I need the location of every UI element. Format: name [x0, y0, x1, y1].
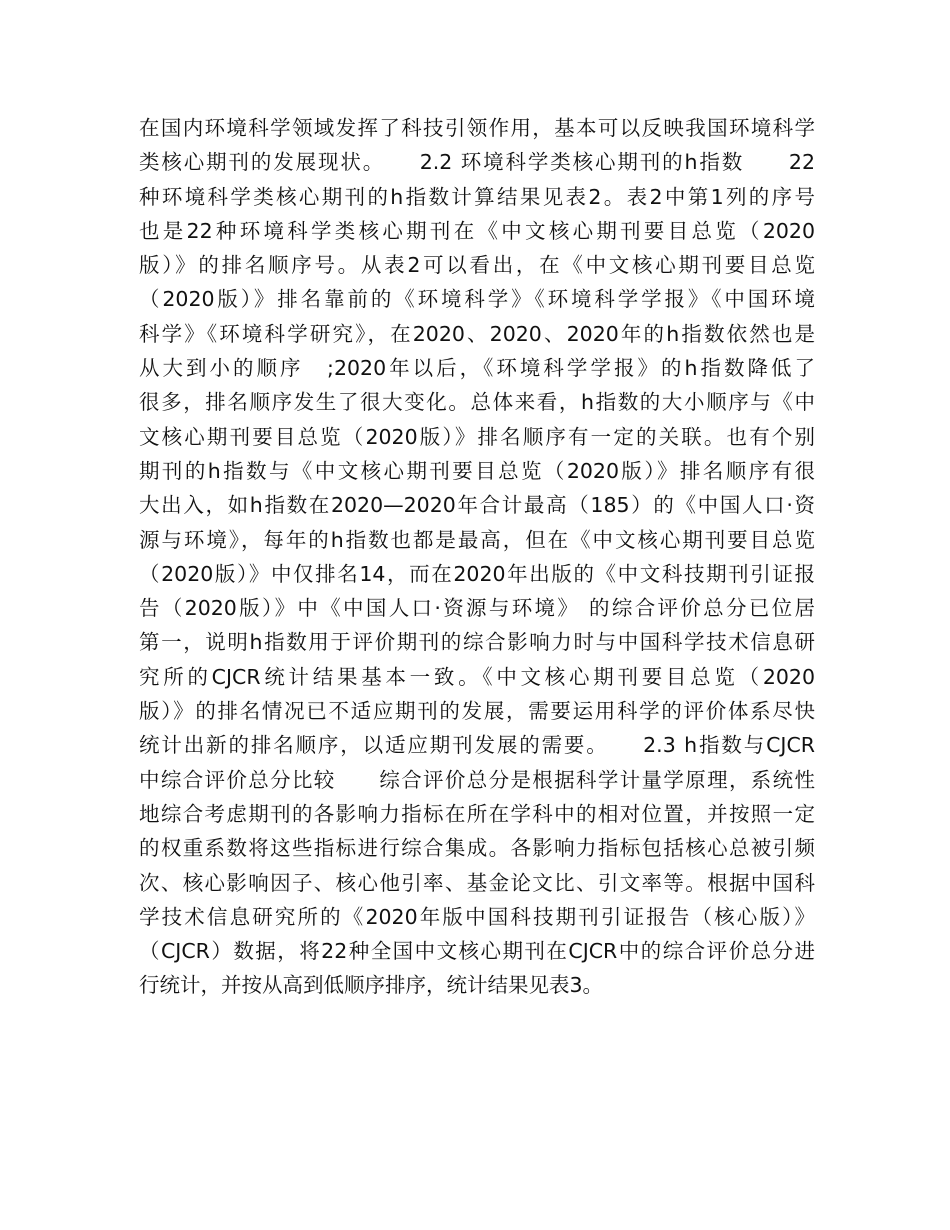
text-line: 也是22种环境科学类核心期刊在《中文核心期刊要目总览（2020 — [139, 218, 815, 243]
text-line: 很多，排名顺序发生了很大变化。总体来看，h指数的大小顺序与《中 — [139, 390, 815, 415]
text-line: 第一，说明h指数用于评价期刊的综合影响力时与中国科学技术信息研 — [139, 630, 815, 655]
text-line: 种环境科学类核心期刊的h指数计算结果见表2。表2中第1列的序号 — [139, 184, 815, 209]
text-line: 源与环境》，每年的h指数也都是最高，但在《中文核心期刊要目总览 — [139, 527, 815, 552]
text-line: 行统计，并按从高到低顺序排序，统计结果见表3。 — [139, 973, 604, 998]
text-line: 统计出新的排名顺序，以适应期刊发展的需要。 2.3 h指数与CJCR — [139, 733, 815, 758]
text-line: 中综合评价总分比较 综合评价总分是根据科学计量学原理，系统性 — [139, 767, 815, 792]
text-line: （CJCR）数据，将22种全国中文核心期刊在CJCR中的综合评价总分进 — [139, 939, 815, 964]
text-line: 次、核心影响因子、核心他引率、基金论文比、引文率等。根据中国科 — [139, 870, 815, 895]
text-line: 告（2020版）》中《中国人口·资源与环境》 的综合评价总分已位居 — [139, 596, 815, 621]
body-paragraph — [139, 111, 815, 1003]
text-line: 版）》的排名顺序号。从表2可以看出，在《中文核心期刊要目总览 — [139, 253, 815, 278]
text-line: 大出入，如h指数在2020—2020年合计最高（185）的《中国人口·资 — [139, 493, 815, 518]
text-line: 版）》的排名情况已不适应期刊的发展，需要运用科学的评价体系尽快 — [139, 699, 815, 724]
text-line: 在国内环境科学领域发挥了科技引领作用，基本可以反映我国环境科学 — [139, 116, 815, 140]
text-line: 学技术信息研究所的《2020年版中国科技期刊引证报告（核心版）》 — [139, 904, 815, 929]
text-line: 科学》《环境科学研究》，在2020、2020、2020年的h指数依然也是 — [139, 321, 815, 346]
text-line: （2020版）》排名靠前的《环境科学》《环境科学学报》《中国环境 — [139, 287, 815, 312]
text-line: 从大到小的顺序 ;2020年以后，《环境科学学报》的h指数降低了 — [139, 356, 815, 381]
text-line: 类核心期刊的发展现状。 2.2 环境科学类核心期刊的h指数 22 — [139, 150, 815, 175]
text-line: 地综合考虑期刊的各影响力指标在所在学科中的相对位置，并按照一定 — [139, 801, 815, 826]
text-line: （2020版）》中仅排名14，而在2020年出版的《中文科技期刊引证报 — [139, 561, 815, 586]
text-line: 的权重系数将这些指标进行综合集成。各影响力指标包括核心总被引频 — [139, 836, 815, 861]
text-line: 究所的CJCR统计结果基本一致。《中文核心期刊要目总览（2020 — [139, 664, 815, 689]
text-line: 文核心期刊要目总览（2020版）》排名顺序有一定的关联。也有个别 — [139, 424, 815, 449]
text-line: 期刊的h指数与《中文核心期刊要目总览（2020版）》排名顺序有很 — [139, 458, 815, 483]
